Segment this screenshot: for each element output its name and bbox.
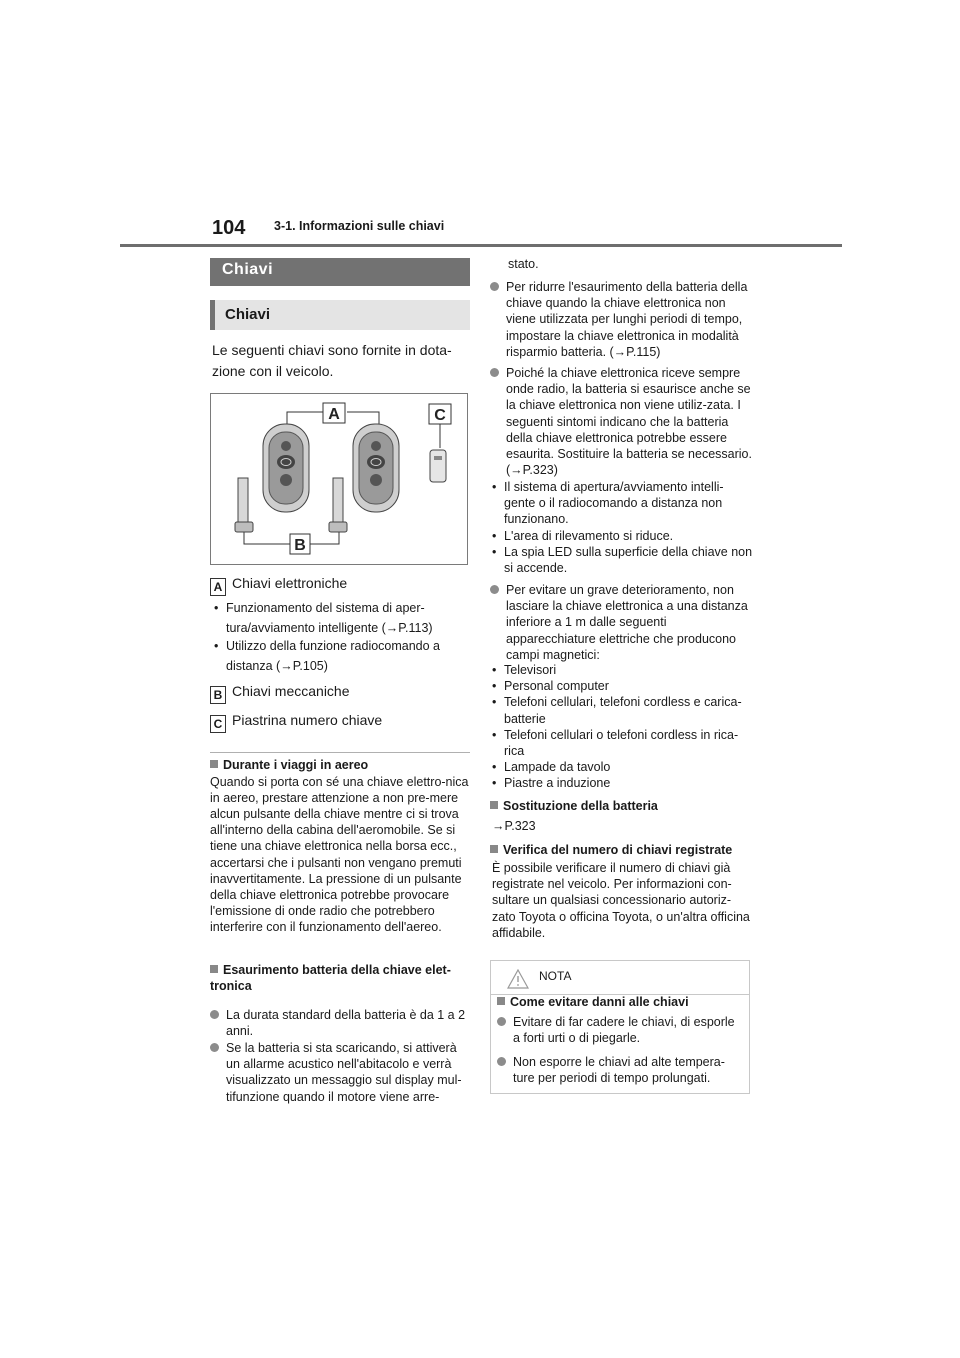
- replace-heading: Sostituzione della batteria: [490, 799, 752, 815]
- right-item-3-bullets: [492, 662, 754, 792]
- legend-c-text: Piastrina numero chiave: [232, 712, 383, 728]
- nota-box: [490, 960, 750, 1094]
- chapter-title: Chiavi: [222, 261, 274, 278]
- nota-item-1: Evitare di far cadere le chiavi, di esporle a forti urti o di piegarle.: [497, 1014, 745, 1046]
- verify-heading: Verifica del numero di chiavi registrate: [490, 843, 752, 859]
- keys-illustration: [210, 393, 468, 565]
- legend-a-bullet-1: • Funzionamento del sistema di aper-tura/avviamento intelligente (→P.113): [214, 601, 433, 635]
- legend-a-text: Chiavi elettroniche: [232, 575, 348, 591]
- bullet-dot-icon: [490, 282, 499, 291]
- legend-a-box: A: [210, 578, 226, 596]
- battery-item-1: La durata standard della batteria è da 1 a 2 anni.: [210, 1007, 472, 1039]
- right-item-3: Per evitare un grave deterioramento, non lasciare la chiave elettronica a una distanza inferiore a 1 m dalle seguenti apparecchiature elettriche che producono campi magnetici:: [490, 582, 752, 663]
- bullet-dot-icon: [490, 585, 499, 594]
- figure-label-b: B: [294, 537, 306, 554]
- legend-b-text: Chiavi meccaniche: [232, 683, 350, 699]
- mechanical-key-2: [329, 478, 347, 532]
- bullet-dot-icon: [497, 1017, 506, 1026]
- battery-heading: Esaurimento batteria della chiave elet-tronica: [210, 963, 451, 993]
- list-item: • Telefoni cellulari o telefoni cordless in rica-rica: [492, 727, 739, 759]
- bullet-dot-icon: [490, 368, 499, 377]
- nota-title: NOTA: [539, 969, 572, 983]
- legend-a-bullet-2: • Utilizzo della funzione radiocomando a distanza (→P.105): [214, 639, 441, 673]
- keys-drawing: [211, 394, 467, 564]
- smart-key-2: [353, 424, 399, 512]
- mechanical-key-1: [235, 478, 253, 532]
- battery-section: [210, 963, 472, 994]
- replace-ref[interactable]: →P.323: [492, 819, 536, 833]
- right-item-2-bullets: [492, 479, 754, 576]
- continued-text: stato.: [508, 257, 539, 271]
- header-rule: [120, 244, 842, 247]
- figure-label-a: A: [328, 406, 340, 423]
- list-item: • Personal computer: [492, 679, 609, 694]
- list-item: • L'area di rilevamento si riduce.: [492, 528, 674, 543]
- flight-heading: Durante i viaggi in aereo: [210, 758, 472, 774]
- right-item-1: Per ridurre l'esaurimento della batteria della chiave quando la chiave elettronica non viene utilizzata per lunghi periodi di tempo, impostare la chiave elettronica in modalità risparmio batteria. (→P.115): [490, 279, 752, 360]
- page-number: 104: [212, 217, 246, 239]
- section-title-bar: [210, 300, 470, 330]
- section-heading: Chiavi: [225, 306, 271, 323]
- list-item: • Il sistema di apertura/avviamento intelli-gente o il radiocomando a distanza non funzionano.: [492, 480, 724, 527]
- bullet-dot-icon: [497, 1057, 506, 1066]
- right-item-2: Poiché la chiave elettronica riceve sempre onde radio, la batteria si esaurisce anche se la chiave elettronica non viene utiliz-zata. I seguenti sintomi indicano che la batteria della chiave elettronica potrebbe essere esaurita. Sostituire la batteria se necessario. (→P.323): [490, 365, 752, 478]
- list-item: • Telefoni cellulari, telefoni cordless e carica-batterie: [492, 695, 742, 726]
- list-item: • Televisori: [492, 663, 557, 677]
- legend-b-box: B: [210, 686, 226, 704]
- smart-key-1: [263, 424, 309, 512]
- legend-b: [210, 682, 472, 704]
- figure-label-c: C: [434, 407, 446, 424]
- intro-text: Le seguenti chiavi sono fornite in dota-zione con il veicolo.: [212, 342, 452, 379]
- warning-icon: [507, 969, 529, 989]
- verify-text: È possibile verificare il numero di chiavi già registrate nel veicolo. Per informazioni con-sultare un qualsiasi concessionario autoriz-zato Toyota o officina Toyota, o un'altra officina affidabile.: [492, 861, 750, 940]
- list-item: • Piastre a induzione: [492, 776, 611, 791]
- nota-heading: Come evitare danni alle chiavi: [497, 995, 745, 1011]
- list-item: • Lampade da tavolo: [492, 760, 611, 775]
- battery-item-2: Se la batteria si sta scaricando, si attiverà un allarme acustico nell'abitacolo e verrà visualizzato un messaggio sul display mul-tifunzione quando il motore viene arre-: [210, 1040, 472, 1105]
- nota-item-2: Non esporre le chiavi ad alte tempera-ture per periodi di tempo prolungati.: [497, 1054, 745, 1086]
- flight-text: Quando si porta con sé una chiave elettro-nica in aereo, prestare attenzione a non pre-mere alcun pulsante della chiave mentre ci si trova all'interno della cabina dell'aeromobile. Se si tiene una chiave elettronica nella borsa ecc., accertarsi che i pulsanti non vengano premuti inavvertitamente. La pressione di un pulsante della chiave elettronica potrebbe provocare l'emissione di onde radio che potrebbero interferire con il funzionamento dell'aereo.: [210, 774, 469, 935]
- flight-section: [210, 758, 472, 936]
- chapter-title-bar: [210, 258, 470, 286]
- legend-c: [210, 711, 472, 733]
- legend-c-box: C: [210, 715, 226, 733]
- list-item: • La spia LED sulla superficie della chiave non si accende.: [492, 544, 753, 576]
- bullet-dot-icon: [210, 1010, 219, 1019]
- key-number-plate: [430, 450, 446, 482]
- bullet-dot-icon: [210, 1043, 219, 1052]
- legend-a: [210, 574, 472, 596]
- section-title: 3-1. Informazioni sulle chiavi: [274, 219, 445, 233]
- divider: [210, 752, 470, 753]
